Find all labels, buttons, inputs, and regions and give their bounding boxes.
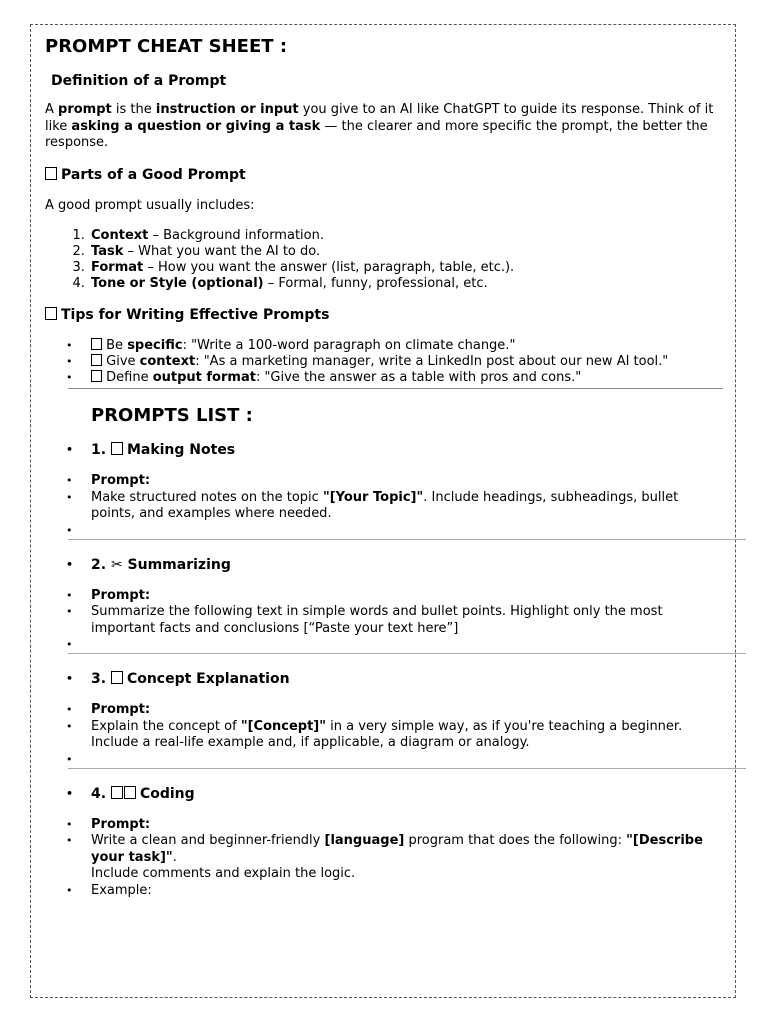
example-item bbox=[91, 883, 725, 900]
empty-list-item bbox=[91, 752, 725, 766]
example-label: Example: bbox=[91, 882, 152, 898]
prompt-label: Prompt: bbox=[91, 702, 151, 717]
prompt-label: Prompt: bbox=[91, 587, 151, 603]
part-bold: Tone or Style (optional) bbox=[91, 276, 264, 291]
definition-paragraph bbox=[45, 102, 725, 152]
tip-bold: specific bbox=[127, 338, 183, 353]
list-item bbox=[89, 276, 725, 292]
missing-glyph-icon bbox=[91, 370, 102, 382]
tip-pre: Define bbox=[102, 370, 153, 385]
prompt-bold-1: "[Concept]" bbox=[240, 718, 327, 734]
part-text: – Formal, funny, professional, etc. bbox=[263, 276, 488, 291]
definition-bold-3: asking a question or giving a task bbox=[71, 118, 321, 134]
part-text: – Background information. bbox=[148, 228, 324, 243]
prompt-section-4 bbox=[45, 785, 725, 900]
section-name: Coding bbox=[139, 785, 195, 802]
prompt-label: Prompt: bbox=[91, 816, 151, 832]
missing-glyph-icon bbox=[45, 167, 57, 180]
prompt-text-1: Summarize the following text in simple words and bullet points. Highlight only the most important facts and conclusions [“Paste your text here”] bbox=[91, 604, 663, 636]
missing-glyph-icon bbox=[91, 354, 102, 366]
missing-glyph-icon bbox=[91, 338, 102, 350]
part-bold: Context bbox=[91, 228, 149, 243]
prompt-text-item bbox=[91, 719, 725, 752]
prompt-bold-1: "[Your Topic]" bbox=[322, 489, 424, 505]
missing-glyph-icon bbox=[111, 442, 123, 455]
separator bbox=[68, 653, 746, 654]
prompt-bold-1: [language] bbox=[324, 833, 405, 848]
parts-heading-text: Parts of a Good Prompt bbox=[61, 166, 246, 183]
parts-heading bbox=[45, 166, 725, 184]
section-number: 2. bbox=[91, 556, 107, 573]
empty-list-item bbox=[91, 637, 725, 651]
section-number: 3. bbox=[91, 671, 107, 687]
prompt-label-item bbox=[91, 817, 725, 834]
section-name: Concept Explanation bbox=[126, 671, 290, 687]
tip-post: : "As a marketing manager, write a LinkedIn post about our new AI tool." bbox=[195, 354, 669, 369]
separator bbox=[68, 768, 746, 769]
definition-bold-2: instruction or input bbox=[155, 102, 299, 117]
prompt-text-1: Write a clean and beginner-friendly bbox=[91, 833, 325, 848]
separator bbox=[68, 388, 723, 389]
prompt-section-1 bbox=[45, 441, 725, 537]
list-item bbox=[91, 370, 725, 386]
page-title: PROMPT CHEAT SHEET : bbox=[45, 36, 288, 57]
part-bold: Format bbox=[91, 260, 144, 275]
tip-post: : "Write a 100-word paragraph on climate change." bbox=[182, 338, 516, 353]
tips-heading bbox=[45, 306, 725, 324]
missing-glyph-icon bbox=[111, 786, 123, 799]
prompt-text-2: in a very simple way, as if you're teaching a beginner. Include a real-life example and, if applicable, a diagram or analogy. bbox=[91, 718, 683, 750]
document-body bbox=[45, 36, 725, 899]
list-item bbox=[89, 260, 725, 276]
prompt-label-item bbox=[91, 702, 725, 719]
part-text: – How you want the answer (list, paragraph, table, etc.). bbox=[143, 260, 515, 275]
parts-list bbox=[45, 228, 725, 292]
missing-glyph-icon bbox=[111, 671, 123, 684]
list-item bbox=[91, 338, 725, 354]
tips-heading-text: Tips for Writing Effective Prompts bbox=[61, 307, 330, 323]
empty-list-item bbox=[91, 523, 725, 537]
prompt-line-2: Include comments and explain the logic. bbox=[91, 866, 356, 881]
separator bbox=[68, 539, 746, 540]
list-item bbox=[91, 354, 725, 370]
prompt-text-1: Explain the concept of bbox=[91, 718, 241, 734]
section-heading bbox=[91, 556, 725, 574]
section-name: Making Notes bbox=[126, 442, 236, 458]
parts-intro: A good prompt usually includes: bbox=[45, 197, 255, 213]
prompt-text-3: . bbox=[172, 849, 177, 865]
part-text: – What you want the AI to do. bbox=[123, 244, 321, 259]
prompt-section-3 bbox=[45, 670, 725, 766]
section-heading bbox=[91, 785, 725, 803]
prompt-text-1: Make structured notes on the topic bbox=[91, 489, 323, 505]
list-item bbox=[89, 228, 725, 244]
part-bold: Task bbox=[91, 244, 124, 259]
definition-text-4: — the clearer and more specific the prompt, the better the response. bbox=[45, 118, 708, 150]
tip-pre: Give bbox=[102, 354, 140, 369]
prompt-label-item bbox=[91, 588, 725, 605]
prompts-list-title: PROMPTS LIST : bbox=[91, 405, 253, 426]
prompt-section-2 bbox=[45, 556, 725, 652]
section-heading bbox=[91, 670, 725, 688]
section-number: 4. bbox=[91, 785, 107, 802]
prompt-text-2: program that does the following: bbox=[404, 833, 627, 848]
prompt-text-item bbox=[91, 833, 725, 883]
section-number: 1. bbox=[91, 442, 107, 458]
tips-list bbox=[45, 338, 725, 386]
section-name: Summarizing bbox=[127, 556, 231, 573]
prompt-text-2: . Include headings, subheadings, bullet points, and examples where needed. bbox=[91, 489, 679, 521]
definition-text-1: A bbox=[45, 102, 59, 117]
section-heading bbox=[91, 441, 725, 459]
scissors-icon: ✂ bbox=[110, 556, 123, 573]
prompt-bold-2: "[Describe your task]" bbox=[91, 833, 703, 865]
missing-glyph-icon bbox=[124, 786, 136, 799]
prompt-text-item bbox=[91, 604, 725, 637]
tip-post: : "Give the answer as a table with pros and cons." bbox=[255, 370, 582, 385]
prompt-label: Prompt: bbox=[91, 473, 151, 488]
definition-bold-1: prompt bbox=[58, 102, 112, 117]
tip-bold: output format bbox=[152, 370, 256, 385]
definition-text-3: you give to an AI like ChatGPT to guide its response. Think of it like bbox=[45, 102, 714, 134]
tip-bold: context bbox=[139, 354, 196, 369]
prompt-text-item bbox=[91, 490, 725, 523]
list-item bbox=[89, 244, 725, 260]
definition-text-2: is the bbox=[111, 102, 156, 117]
definition-heading: Definition of a Prompt bbox=[51, 73, 227, 89]
tip-pre: Be bbox=[102, 338, 128, 353]
prompt-label-item bbox=[91, 473, 725, 490]
missing-glyph-icon bbox=[45, 307, 57, 320]
